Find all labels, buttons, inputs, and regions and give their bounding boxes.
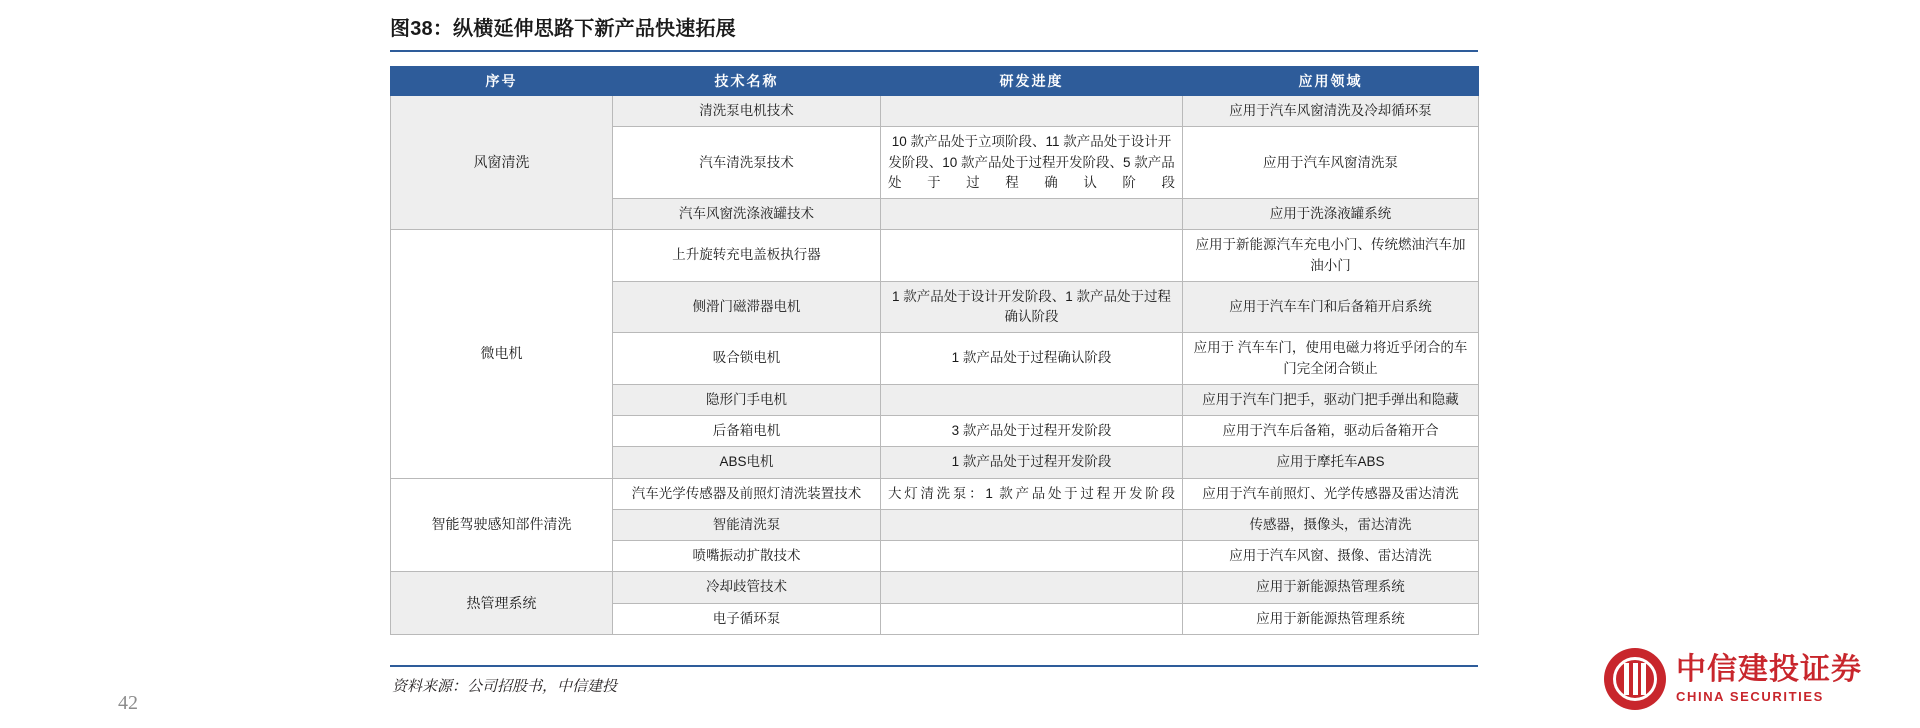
figure-title-container bbox=[390, 12, 1490, 41]
group-cell: 智能驾驶感知部件清洗 bbox=[391, 478, 613, 572]
tech-name-cell: 后备箱电机 bbox=[613, 416, 881, 447]
logo-name-en: CHINA SECURITIES bbox=[1676, 689, 1824, 704]
application-cell: 应用于汽车前照灯、光学传感器及雷达清洗 bbox=[1183, 478, 1479, 509]
progress-cell bbox=[881, 96, 1183, 127]
application-cell: 应用于汽车风窗、摄像、雷达清洗 bbox=[1183, 541, 1479, 572]
page-number: 42 bbox=[118, 692, 138, 714]
progress-cell bbox=[881, 572, 1183, 603]
column-header-tech-name: 技术名称 bbox=[613, 67, 881, 96]
page-title: 图38：纵横延伸思路下新产品快速拓展 bbox=[390, 18, 736, 40]
progress-cell bbox=[881, 509, 1183, 540]
group-cell: 热管理系统 bbox=[391, 572, 613, 635]
tech-name-cell: 智能清洗泵 bbox=[613, 509, 881, 540]
tech-name-cell: ABS电机 bbox=[613, 447, 881, 478]
logo-name-cn: 中信建投证券 bbox=[1676, 653, 1862, 686]
application-cell: 应用于汽车车门和后备箱开启系统 bbox=[1183, 281, 1479, 333]
application-cell: 应用于摩托车ABS bbox=[1183, 447, 1479, 478]
table-row bbox=[391, 572, 1479, 603]
progress-cell bbox=[881, 603, 1183, 634]
tech-name-cell: 侧滑门磁滞器电机 bbox=[613, 281, 881, 333]
application-cell: 应用于汽车风窗清洗及冷却循环泵 bbox=[1183, 96, 1479, 127]
table-row bbox=[391, 478, 1479, 509]
tech-name-cell: 喷嘴振动扩散技术 bbox=[613, 541, 881, 572]
progress-cell: 大灯清洗泵：1 款产品处于过程开发阶段 bbox=[881, 478, 1183, 509]
source-note: 资料来源：公司招股书，中信建投 bbox=[392, 679, 618, 695]
tech-name-cell: 电子循环泵 bbox=[613, 603, 881, 634]
table-body bbox=[391, 96, 1479, 635]
progress-cell bbox=[881, 541, 1183, 572]
progress-cell: 10 款产品处于立项阶段、11 款产品处于设计开发阶段、10 款产品处于过程开发阶段、5 款产品处于过程确认阶段 bbox=[881, 127, 1183, 199]
tech-name-cell: 隐形门手电机 bbox=[613, 384, 881, 415]
progress-cell bbox=[881, 384, 1183, 415]
company-logo bbox=[1604, 648, 1862, 710]
application-cell: 应用于新能源热管理系统 bbox=[1183, 603, 1479, 634]
progress-cell bbox=[881, 230, 1183, 282]
tech-name-cell: 清洗泵电机技术 bbox=[613, 96, 881, 127]
table-row bbox=[391, 230, 1479, 282]
tech-name-cell: 汽车清洗泵技术 bbox=[613, 127, 881, 199]
application-cell: 应用于新能源汽车充电小门、传统燃油汽车加油小门 bbox=[1183, 230, 1479, 282]
product-expansion-table bbox=[390, 66, 1479, 635]
progress-cell: 3 款产品处于过程开发阶段 bbox=[881, 416, 1183, 447]
column-header-progress: 研发进度 bbox=[881, 67, 1183, 96]
progress-cell bbox=[881, 199, 1183, 230]
title-divider bbox=[390, 50, 1478, 52]
application-cell: 应用于 汽车车门，使用电磁力将近乎闭合的车门完全闭合锁止 bbox=[1183, 333, 1479, 385]
tech-name-cell: 冷却歧管技术 bbox=[613, 572, 881, 603]
group-cell: 风窗清洗 bbox=[391, 96, 613, 230]
progress-cell: 1 款产品处于设计开发阶段、1 款产品处于过程确认阶段 bbox=[881, 281, 1183, 333]
tech-name-cell: 上升旋转充电盖板执行器 bbox=[613, 230, 881, 282]
application-cell: 传感器，摄像头，雷达清洗 bbox=[1183, 509, 1479, 540]
logo-text bbox=[1676, 655, 1862, 703]
application-cell: 应用于新能源热管理系统 bbox=[1183, 572, 1479, 603]
group-cell: 微电机 bbox=[391, 230, 613, 478]
table-row bbox=[391, 96, 1479, 127]
data-table-container bbox=[390, 66, 1478, 635]
application-cell: 应用于汽车后备箱，驱动后备箱开合 bbox=[1183, 416, 1479, 447]
column-header-application: 应用领域 bbox=[1183, 67, 1479, 96]
column-header-index: 序号 bbox=[391, 67, 613, 96]
tech-name-cell: 吸合锁电机 bbox=[613, 333, 881, 385]
progress-cell: 1 款产品处于过程开发阶段 bbox=[881, 447, 1183, 478]
application-cell: 应用于洗涤液罐系统 bbox=[1183, 199, 1479, 230]
progress-cell: 1 款产品处于过程确认阶段 bbox=[881, 333, 1183, 385]
application-cell: 应用于汽车门把手，驱动门把手弹出和隐藏 bbox=[1183, 384, 1479, 415]
application-cell: 应用于汽车风窗清洗泵 bbox=[1183, 127, 1479, 199]
logo-mark-icon bbox=[1604, 648, 1666, 710]
tech-name-cell: 汽车光学传感器及前照灯清洗装置技术 bbox=[613, 478, 881, 509]
tech-name-cell: 汽车风窗洗涤液罐技术 bbox=[613, 199, 881, 230]
source-divider bbox=[390, 665, 1478, 667]
table-header-row bbox=[391, 67, 1479, 96]
